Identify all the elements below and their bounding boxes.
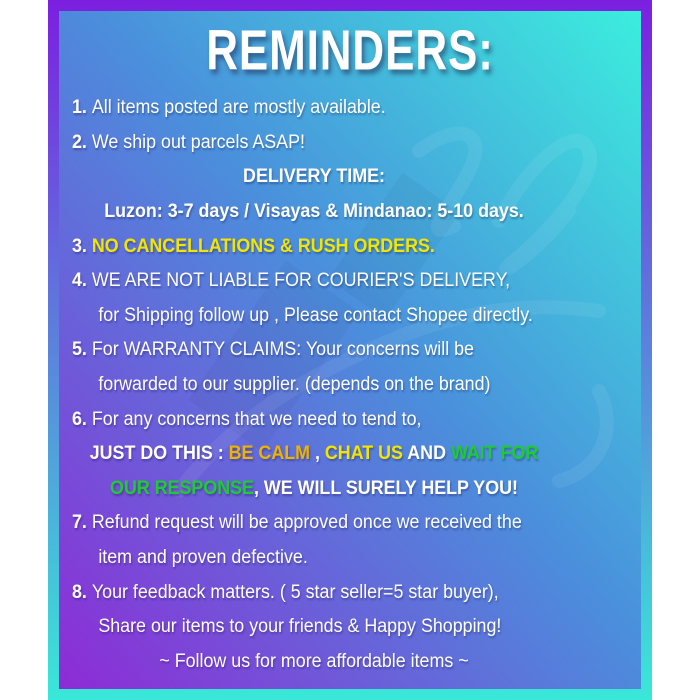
reminder-text-segment: NO CANCELLATIONS & RUSH ORDERS. [91,235,435,257]
reminder-text-segment: 4. [72,270,92,292]
reminder-text-segment: 3. [72,235,92,257]
reminder-line [72,126,595,161]
reminder-text-segment: WAIT FOR [450,443,539,465]
reminder-line [72,541,595,576]
reminder-text-segment: For WARRANTY CLAIMS: Your concerns will be [91,339,474,361]
reminder-text-segment: Refund request will be approved once we received the [91,512,522,534]
reminder-text-segment: , [310,443,325,465]
reminder-text-segment: 2. [72,131,92,153]
reminder-text-segment: WE ARE NOT LIABLE FOR COURIER'S DELIVERY, [91,270,511,292]
reminder-text-segment: 6. [72,408,92,430]
reminder-line [87,437,542,472]
reminder-list [72,91,628,679]
reminder-line [87,645,542,680]
reminder-line [72,91,595,126]
reminder-text-segment: Your feedback matters. ( 5 star seller=5 star buyer), [91,581,499,603]
reminder-line [72,610,595,645]
reminder-line [72,299,595,334]
reminder-text-segment: 5. [72,339,92,361]
reminder-text-segment: DELIVERY TIME: [243,166,385,188]
poster-background [59,11,641,689]
poster-frame [48,0,652,700]
reminder-text-segment: JUST DO THIS : [89,443,229,465]
reminder-line [72,229,595,264]
reminder-text-segment: CHAT US [324,443,403,465]
reminder-text-segment: OUR RESPONSE [110,477,254,499]
reminder-text-segment: for Shipping follow up , Please contact Shopee directly. [98,304,533,326]
reminder-text-segment: 1. [72,97,92,119]
reminder-text-segment: We ship out parcels ASAP! [91,131,305,153]
reminder-line [72,333,595,368]
reminder-text-segment: AND [402,443,451,465]
reminder-line [72,402,595,437]
reminder-text-segment: , WE WILL SURELY HELP YOU! [253,477,518,499]
reminder-text-segment: item and proven defective. [98,547,308,569]
reminder-text-segment: 7. [72,512,92,534]
reminder-text-segment: ~ Follow us for more affordable items ~ [159,650,469,672]
reminder-text-segment: All items posted are mostly available. [91,97,386,119]
reminder-line [72,506,595,541]
reminder-line [87,160,542,195]
reminder-line [72,575,595,610]
reminder-text-segment: Luzon: 3-7 days / Visayas & Mindanao: 5-10 days. [104,201,524,223]
reminder-line [87,472,542,507]
reminder-line [72,264,595,299]
poster-title: REMINDERS: [206,18,494,82]
reminder-text-segment: 8. [72,581,92,603]
reminder-text-segment: forwarded to our supplier. (depends on the brand) [98,374,491,396]
reminder-line [72,368,595,403]
reminder-text-segment: Share our items to your friends & Happy Shopping! [98,616,502,638]
reminder-text-segment: BE CALM [228,443,311,465]
reminder-text-segment: For any concerns that we need to tend to, [91,408,422,430]
reminder-line [87,195,542,230]
